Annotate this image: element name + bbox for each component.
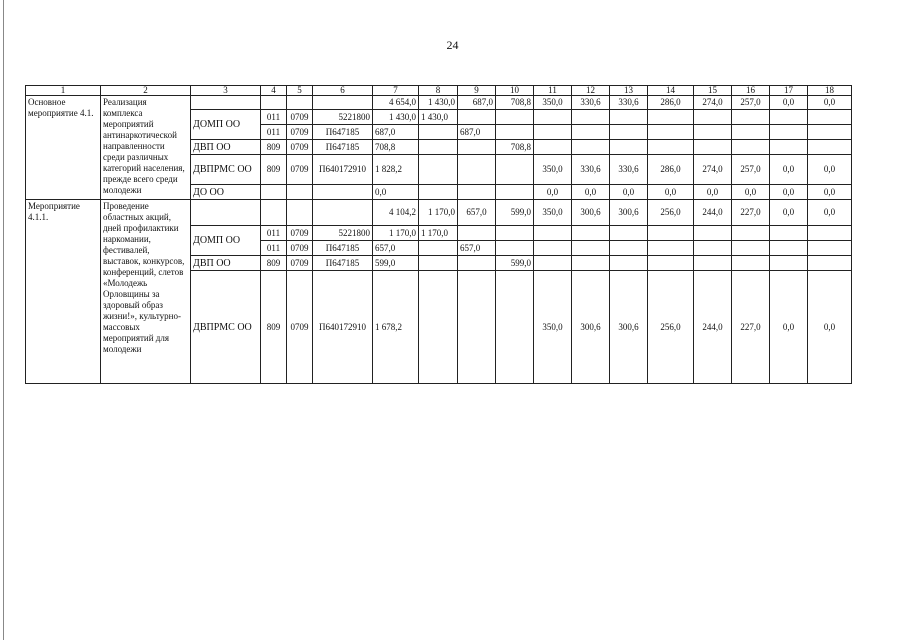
value-cell: 0,0: [610, 185, 648, 200]
column-header: 1: [26, 86, 101, 96]
value-cell: [770, 226, 808, 241]
value-cell: [572, 110, 610, 125]
column-header: 3: [191, 86, 261, 96]
value-cell: 1 430,0: [419, 110, 458, 125]
section-cell: [287, 185, 313, 200]
value-cell: [419, 185, 458, 200]
executor-cell: [191, 200, 261, 226]
column-header: 7: [373, 86, 419, 96]
value-cell: 0,0: [572, 185, 610, 200]
value-cell: [534, 110, 572, 125]
target-article-cell: П640172910: [313, 271, 373, 384]
value-cell: 274,0: [694, 155, 732, 185]
executor-cell: ДОМП ОО: [191, 226, 261, 256]
value-cell: 1 170,0: [419, 200, 458, 226]
executor-cell: ДВП ОО: [191, 140, 261, 155]
value-cell: [694, 140, 732, 155]
value-cell: 1 678,2: [373, 271, 419, 384]
column-header: 15: [694, 86, 732, 96]
value-cell: [534, 226, 572, 241]
value-cell: 0,0: [770, 271, 808, 384]
value-cell: [648, 125, 694, 140]
value-cell: [572, 241, 610, 256]
value-cell: 286,0: [648, 96, 694, 110]
column-header: 6: [313, 86, 373, 96]
value-cell: [419, 155, 458, 185]
value-cell: [694, 256, 732, 271]
section-cell: [287, 96, 313, 110]
value-cell: [770, 140, 808, 155]
value-cell: [808, 110, 852, 125]
value-cell: 350,0: [534, 200, 572, 226]
value-cell: 274,0: [694, 96, 732, 110]
value-cell: 350,0: [534, 155, 572, 185]
target-article-cell: [313, 200, 373, 226]
target-article-cell: П647185: [313, 256, 373, 271]
value-cell: 300,6: [610, 271, 648, 384]
grbs-cell: 809: [261, 155, 287, 185]
value-cell: 0,0: [808, 200, 852, 226]
value-cell: 257,0: [732, 155, 770, 185]
value-cell: [458, 140, 496, 155]
value-cell: 687,0: [458, 96, 496, 110]
value-cell: [610, 140, 648, 155]
grbs-cell: [261, 96, 287, 110]
value-cell: [770, 256, 808, 271]
target-article-cell: [313, 185, 373, 200]
grbs-cell: 011: [261, 125, 287, 140]
target-article-cell: 5221800: [313, 226, 373, 241]
measure-code: Основное мероприятие 4.1.: [26, 96, 101, 200]
column-header: 10: [496, 86, 534, 96]
measure-description: Проведение областных акций, дней профилактики наркомании, фестивалей, выставок, конкурсов, конференций, слетов «Молодежь Орловщины за здоровый образ жизни!», культурно-массовых мероприятий для молодежи: [101, 200, 191, 384]
measure-code: Мероприятие 4.1.1.: [26, 200, 101, 384]
value-cell: [458, 185, 496, 200]
executor-cell: [191, 96, 261, 110]
value-cell: [610, 241, 648, 256]
measure-description: Реализация комплекса мероприятий антинаркотической направленности среди различных категорий населения, прежде всего среди молодежи: [101, 96, 191, 200]
column-header: 18: [808, 86, 852, 96]
value-cell: [496, 110, 534, 125]
value-cell: [496, 226, 534, 241]
value-cell: 708,8: [373, 140, 419, 155]
value-cell: 0,0: [648, 185, 694, 200]
column-header: 12: [572, 86, 610, 96]
value-cell: [610, 226, 648, 241]
target-article-cell: П647185: [313, 241, 373, 256]
value-cell: 687,0: [373, 125, 419, 140]
executor-cell: ДВПРМС ОО: [191, 271, 261, 384]
value-cell: 0,0: [808, 96, 852, 110]
section-cell: 0709: [287, 155, 313, 185]
value-cell: [808, 140, 852, 155]
grbs-cell: 011: [261, 241, 287, 256]
value-cell: [534, 256, 572, 271]
column-header: 13: [610, 86, 648, 96]
value-cell: [732, 110, 770, 125]
table-header-row: [26, 86, 852, 96]
value-cell: [732, 226, 770, 241]
budget-table: [25, 85, 852, 384]
value-cell: 256,0: [648, 271, 694, 384]
value-cell: 708,8: [496, 140, 534, 155]
value-cell: [770, 110, 808, 125]
value-cell: 1 170,0: [419, 226, 458, 241]
value-cell: 330,6: [610, 96, 648, 110]
value-cell: 257,0: [732, 96, 770, 110]
executor-cell: ДО ОО: [191, 185, 261, 200]
value-cell: 599,0: [496, 256, 534, 271]
value-cell: [572, 226, 610, 241]
value-cell: 300,6: [572, 200, 610, 226]
column-header: 16: [732, 86, 770, 96]
value-cell: [648, 256, 694, 271]
value-cell: [458, 271, 496, 384]
value-cell: 0,0: [770, 155, 808, 185]
value-cell: 599,0: [373, 256, 419, 271]
value-cell: [458, 110, 496, 125]
value-cell: 244,0: [694, 271, 732, 384]
value-cell: [808, 241, 852, 256]
value-cell: 300,6: [572, 271, 610, 384]
section-cell: 0709: [287, 125, 313, 140]
value-cell: [610, 256, 648, 271]
value-cell: [496, 241, 534, 256]
value-cell: 708,8: [496, 96, 534, 110]
value-cell: [496, 125, 534, 140]
value-cell: 657,0: [458, 241, 496, 256]
value-cell: 1 430,0: [419, 96, 458, 110]
target-article-cell: П647185: [313, 125, 373, 140]
grbs-cell: 011: [261, 110, 287, 125]
value-cell: 256,0: [648, 200, 694, 226]
value-cell: [732, 241, 770, 256]
value-cell: 1 828,2: [373, 155, 419, 185]
value-cell: [770, 241, 808, 256]
value-cell: 0,0: [808, 271, 852, 384]
section-cell: 0709: [287, 226, 313, 241]
value-cell: 1 170,0: [373, 226, 419, 241]
value-cell: [648, 140, 694, 155]
value-cell: [458, 256, 496, 271]
target-article-cell: П640172910: [313, 155, 373, 185]
value-cell: 657,0: [373, 241, 419, 256]
value-cell: [770, 125, 808, 140]
value-cell: 0,0: [770, 185, 808, 200]
column-header: 5: [287, 86, 313, 96]
value-cell: 350,0: [534, 96, 572, 110]
column-header: 2: [101, 86, 191, 96]
value-cell: 286,0: [648, 155, 694, 185]
grbs-cell: 809: [261, 271, 287, 384]
value-cell: 4 654,0: [373, 96, 419, 110]
value-cell: [732, 140, 770, 155]
column-header: 9: [458, 86, 496, 96]
section-cell: 0709: [287, 241, 313, 256]
value-cell: [732, 256, 770, 271]
value-cell: 244,0: [694, 200, 732, 226]
value-cell: [694, 226, 732, 241]
value-cell: [496, 271, 534, 384]
value-cell: 0,0: [808, 185, 852, 200]
value-cell: 657,0: [458, 200, 496, 226]
value-cell: [419, 125, 458, 140]
value-cell: 300,6: [610, 200, 648, 226]
value-cell: 227,0: [732, 200, 770, 226]
value-cell: 1 430,0: [373, 110, 419, 125]
value-cell: 599,0: [496, 200, 534, 226]
section-cell: 0709: [287, 271, 313, 384]
value-cell: [572, 256, 610, 271]
value-cell: [419, 241, 458, 256]
target-article-cell: 5221800: [313, 110, 373, 125]
value-cell: 0,0: [694, 185, 732, 200]
value-cell: [572, 125, 610, 140]
value-cell: [534, 125, 572, 140]
executor-cell: ДВПРМС ОО: [191, 155, 261, 185]
value-cell: 687,0: [458, 125, 496, 140]
grbs-cell: 011: [261, 226, 287, 241]
value-cell: 330,6: [610, 155, 648, 185]
value-cell: [648, 241, 694, 256]
page-number: 24: [446, 38, 459, 52]
section-cell: 0709: [287, 140, 313, 155]
value-cell: 0,0: [534, 185, 572, 200]
value-cell: 0,0: [808, 155, 852, 185]
value-cell: [419, 256, 458, 271]
table-row: [26, 96, 852, 110]
value-cell: 0,0: [373, 185, 419, 200]
column-header: 14: [648, 86, 694, 96]
value-cell: [610, 125, 648, 140]
value-cell: [572, 140, 610, 155]
column-header: 8: [419, 86, 458, 96]
section-cell: 0709: [287, 110, 313, 125]
value-cell: [458, 226, 496, 241]
value-cell: 0,0: [770, 200, 808, 226]
value-cell: [610, 110, 648, 125]
value-cell: [458, 155, 496, 185]
executor-cell: ДВП ОО: [191, 256, 261, 271]
value-cell: 0,0: [732, 185, 770, 200]
value-cell: [648, 110, 694, 125]
target-article-cell: [313, 96, 373, 110]
grbs-cell: 809: [261, 140, 287, 155]
value-cell: [732, 125, 770, 140]
grbs-cell: [261, 185, 287, 200]
value-cell: [808, 226, 852, 241]
value-cell: 227,0: [732, 271, 770, 384]
target-article-cell: П647185: [313, 140, 373, 155]
value-cell: [648, 226, 694, 241]
column-header: 11: [534, 86, 572, 96]
column-header: 4: [261, 86, 287, 96]
value-cell: 0,0: [770, 96, 808, 110]
value-cell: [534, 140, 572, 155]
value-cell: 4 104,2: [373, 200, 419, 226]
section-cell: [287, 200, 313, 226]
column-header: 17: [770, 86, 808, 96]
grbs-cell: [261, 200, 287, 226]
value-cell: [694, 110, 732, 125]
value-cell: 330,6: [572, 155, 610, 185]
value-cell: [694, 241, 732, 256]
value-cell: [496, 185, 534, 200]
value-cell: 350,0: [534, 271, 572, 384]
value-cell: [808, 125, 852, 140]
value-cell: [419, 140, 458, 155]
value-cell: [419, 271, 458, 384]
value-cell: [496, 155, 534, 185]
executor-cell: ДОМП ОО: [191, 110, 261, 140]
table-row: [26, 200, 852, 226]
value-cell: [694, 125, 732, 140]
section-cell: 0709: [287, 256, 313, 271]
page-left-edge: [3, 0, 4, 640]
value-cell: [534, 241, 572, 256]
value-cell: [808, 256, 852, 271]
value-cell: 330,6: [572, 96, 610, 110]
grbs-cell: 809: [261, 256, 287, 271]
